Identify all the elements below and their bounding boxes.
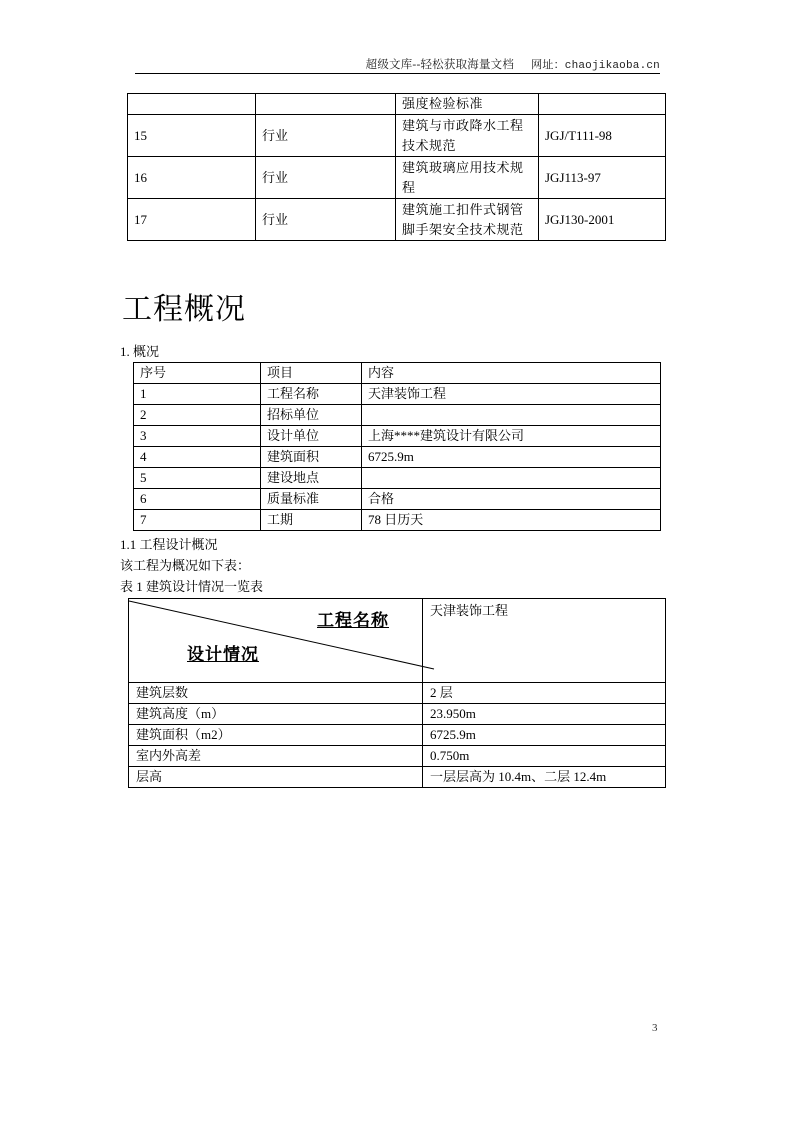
cell-value: 2 层 <box>423 683 666 704</box>
table-row <box>129 704 666 725</box>
cell-name: 建筑玻璃应用技术规程 <box>396 157 539 199</box>
section-title: 工程概况 <box>122 292 246 327</box>
cell-label: 层高 <box>129 767 423 788</box>
cell-no: 2 <box>134 405 261 426</box>
cell-no: 7 <box>134 510 261 531</box>
cell-label: 建筑面积（m2） <box>129 725 423 746</box>
table-row <box>128 94 666 115</box>
cell-no: 6 <box>134 489 261 510</box>
cell-name: 建筑施工扣件式钢管脚手架安全技术规范 <box>396 199 539 241</box>
cell-content: 78 日历天 <box>362 510 661 531</box>
header-design-label: 设计情况 <box>187 645 259 665</box>
table-row <box>134 468 661 489</box>
cell-no: 17 <box>128 199 256 241</box>
cell-item: 招标单位 <box>261 405 362 426</box>
cell-label: 建筑层数 <box>129 683 423 704</box>
design-intro: 该工程为概况如下表： <box>120 558 251 573</box>
cell-level: 行业 <box>256 157 396 199</box>
table-header-row <box>134 363 661 384</box>
table-row <box>134 405 661 426</box>
cell-name: 强度检验标准 <box>396 94 539 115</box>
cell-level: 行业 <box>256 199 396 241</box>
cell-content <box>362 405 661 426</box>
table-row <box>128 115 666 157</box>
cell-code: JGJ/T111-98 <box>539 115 666 157</box>
cell-item: 建设地点 <box>261 468 362 489</box>
column-header: 序号 <box>134 363 261 384</box>
table-row <box>129 725 666 746</box>
table-row <box>134 510 661 531</box>
cell-code: JGJ130-2001 <box>539 199 666 241</box>
page-number: 3 <box>652 1022 658 1034</box>
column-header: 项目 <box>261 363 362 384</box>
header-site-name: 超级文库--轻松获取海量文档 <box>365 59 515 71</box>
cell-level: 行业 <box>256 115 396 157</box>
cell-label: 建筑高度（m） <box>129 704 423 725</box>
cell-no: 4 <box>134 447 261 468</box>
table-row <box>134 426 661 447</box>
cell-no <box>128 94 256 115</box>
table-row <box>129 767 666 788</box>
overview-table <box>133 362 661 531</box>
table-row <box>134 489 661 510</box>
project-name-value: 天津装饰工程 <box>423 599 666 683</box>
cell-item: 工程名称 <box>261 384 362 405</box>
cell-content: 天津装饰工程 <box>362 384 661 405</box>
cell-no: 16 <box>128 157 256 199</box>
design-table-caption: 表 1 建筑设计情况一览表 <box>120 579 264 594</box>
table-header-row <box>129 599 666 683</box>
cell-name: 建筑与市政降水工程技术规范 <box>396 115 539 157</box>
diagonal-header-cell <box>129 599 423 683</box>
column-header: 内容 <box>362 363 661 384</box>
cell-code: JGJ113-97 <box>539 157 666 199</box>
cell-no: 1 <box>134 384 261 405</box>
cell-item: 设计单位 <box>261 426 362 447</box>
design-table <box>128 598 666 788</box>
table-row <box>128 157 666 199</box>
cell-value: 6725.9m <box>423 725 666 746</box>
cell-no: 3 <box>134 426 261 447</box>
cell-level <box>256 94 396 115</box>
header-divider <box>135 73 660 74</box>
cell-value: 一层层高为 10.4m、二层 12.4m <box>423 767 666 788</box>
cell-no: 5 <box>134 468 261 489</box>
cell-item: 建筑面积 <box>261 447 362 468</box>
diagonal-line <box>129 599 434 669</box>
cell-content <box>362 468 661 489</box>
header-project-name-label: 工程名称 <box>317 611 389 631</box>
cell-content: 6725.9m <box>362 447 661 468</box>
design-subheading: 1.1 工程设计概况 <box>120 537 218 552</box>
table-row <box>134 447 661 468</box>
cell-value: 0.750m <box>423 746 666 767</box>
cell-value: 23.950m <box>423 704 666 725</box>
header-url: 网址：chaojikaoba.cn <box>531 60 660 72</box>
table-row <box>134 384 661 405</box>
table-row <box>129 683 666 704</box>
cell-content: 上海****建筑设计有限公司 <box>362 426 661 447</box>
cell-item: 工期 <box>261 510 362 531</box>
cell-label: 室内外高差 <box>129 746 423 767</box>
page-header <box>135 56 660 72</box>
table-row <box>128 199 666 241</box>
standards-table <box>127 93 666 241</box>
table-row <box>129 746 666 767</box>
cell-content: 合格 <box>362 489 661 510</box>
overview-heading: 1. 概况 <box>120 344 160 359</box>
cell-item: 质量标准 <box>261 489 362 510</box>
cell-code <box>539 94 666 115</box>
cell-no: 15 <box>128 115 256 157</box>
